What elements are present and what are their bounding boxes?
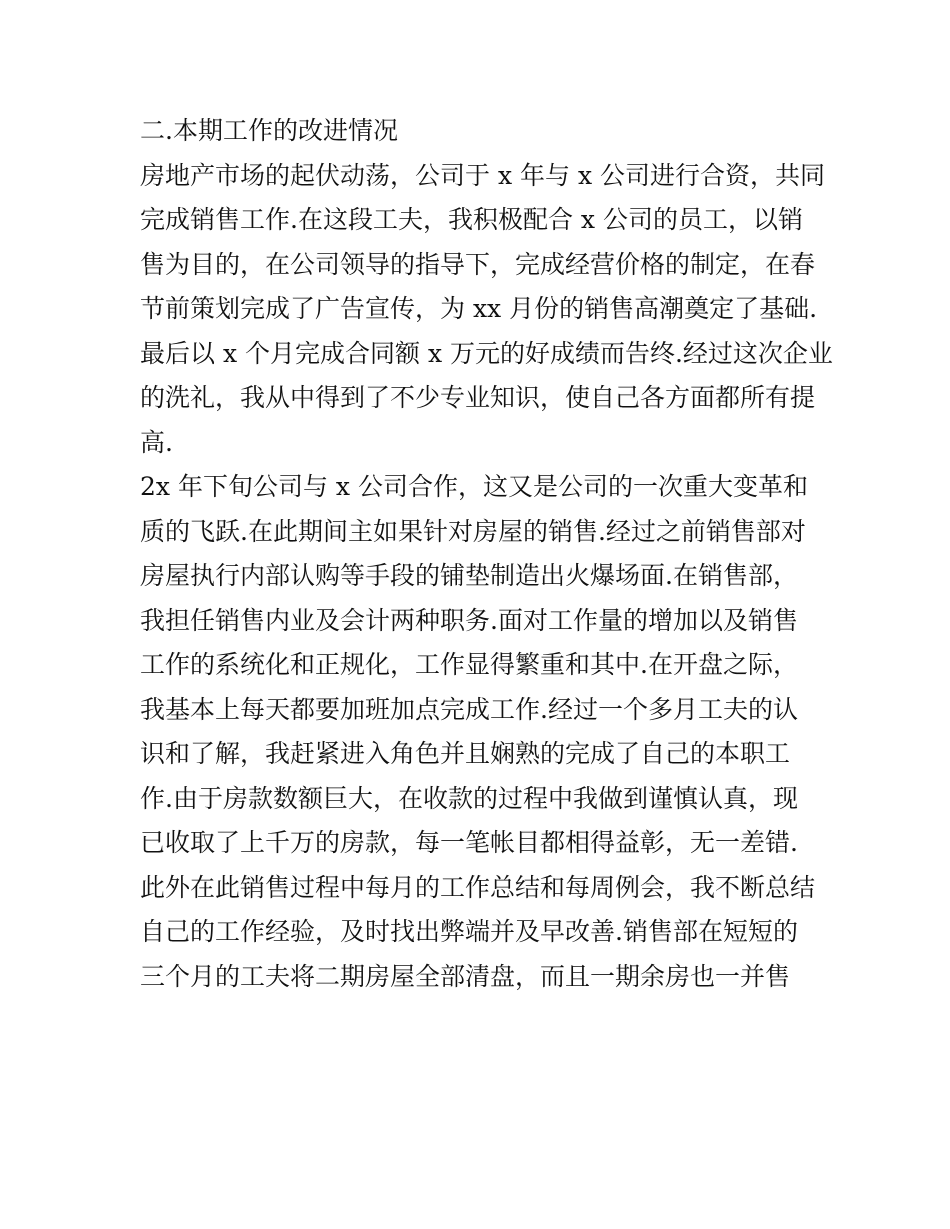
text-line: 完成销售工作.在这段工夫，我积极配合 x 公司的员工，以销	[140, 205, 803, 234]
text-line: 我基本上每天都要加班加点完成工作.经过一个多月工夫的认	[140, 694, 798, 724]
text-line: 售为目的，在公司领导的指导下，完成经营价格的制定，在春	[140, 249, 816, 279]
section-heading: 二.本期工作的改进情况	[140, 116, 398, 145]
text-line: 自己的工作经验，及时找出弊端并及早改善.销售部在短短的	[140, 917, 798, 946]
text-line: 高.	[140, 427, 173, 457]
text-line: 识和了解，我赶紧进入角色并且娴熟的完成了自己的本职工	[140, 739, 791, 768]
text-line: 三个月的工夫将二期房屋全部清盘，而且一期余房也一并售	[140, 961, 791, 991]
text-line: 2x 年下旬公司与 x 公司合作，这又是公司的一次重大变革和	[140, 472, 808, 501]
text-line: 房屋执行内部认购等手段的铺垫制造出火爆场面.在销售部，	[140, 561, 798, 590]
text-line: 此外在此销售过程中每月的工作总结和每周例会，我不断总结	[140, 872, 816, 902]
text-line: 节前策划完成了广告宣传，为 xx 月份的销售高潮奠定了基础.	[140, 294, 818, 323]
text-line: 的洗礼，我从中得到了不少专业知识，使自己各方面都所有提	[140, 383, 816, 412]
text-line: 房地产市场的起伏动荡，公司于 x 年与 x 公司进行合资，共同	[140, 160, 825, 190]
text-line: 工作的系统化和正规化，工作显得繁重和其中.在开盘之际，	[140, 650, 798, 679]
document-body	[140, 109, 833, 999]
text-line: 已收取了上千万的房款，每一笔帐目都相得益彰，无一差错.	[140, 828, 798, 857]
text-line: 我担任销售内业及会计两种职务.面对工作量的增加以及销售	[140, 605, 798, 635]
text-line: 最后以 x 个月完成合同额 x 万元的好成绩而告终.经过这次企业	[140, 338, 833, 368]
text-line: 质的飞跃.在此期间主如果针对房屋的销售.经过之前销售部对	[140, 516, 806, 546]
text-line: 作.由于房款数额巨大，在收款的过程中我做到谨慎认真，现	[140, 783, 798, 813]
